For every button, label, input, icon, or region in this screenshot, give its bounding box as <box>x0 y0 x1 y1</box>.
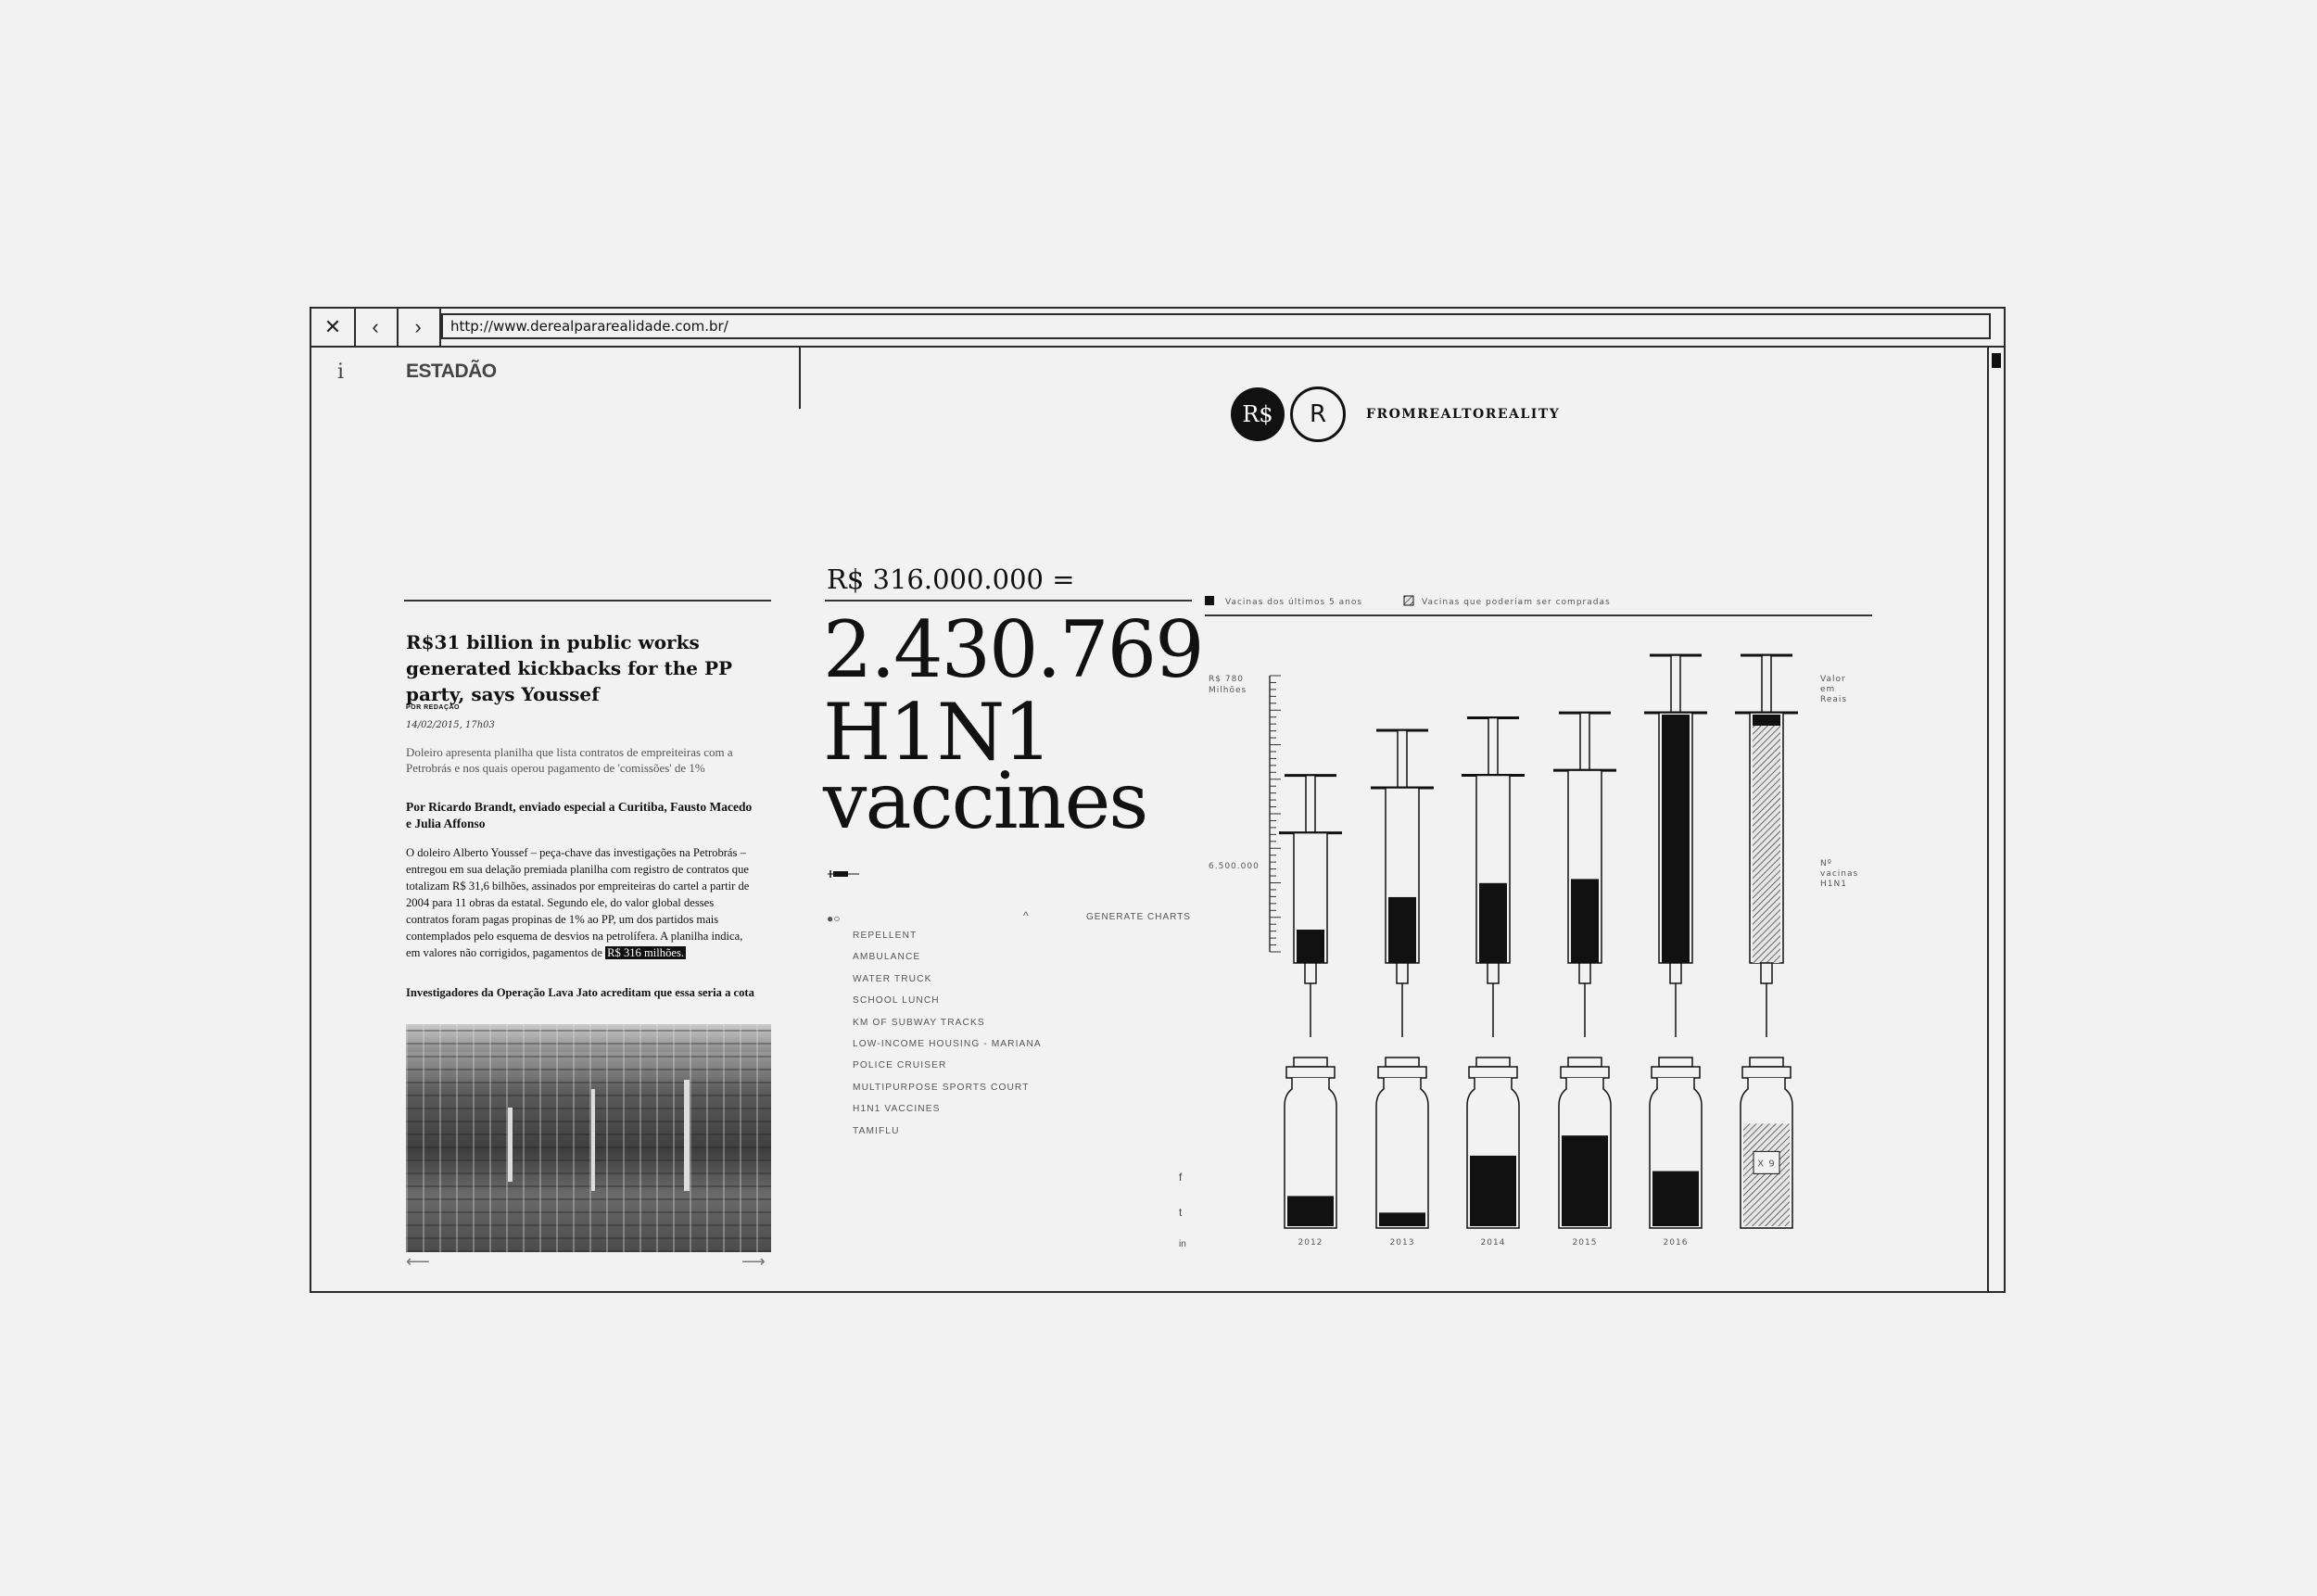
syringe-fill <box>1388 897 1416 963</box>
article-authors: Por Ricardo Brandt, enviado especial a Curitiba, Fausto Macedo e Julia Affonso <box>406 800 753 830</box>
plunger-rod <box>1306 776 1315 835</box>
menu-item[interactable]: AMBULANCE <box>853 952 921 963</box>
vial-collar <box>1469 1067 1517 1078</box>
facebook-icon[interactable]: f <box>1179 1171 1183 1184</box>
browser-toolbar <box>311 309 2004 348</box>
browser-window <box>310 307 2006 1293</box>
legend-label: Vacinas que poderiam ser compradas <box>1422 598 1611 607</box>
article-subtitle: Doleiro apresenta planilha que lista contratos de empreiteiras com a Petrobrás e nos quais operou pagamento de 'comissões' de 1% <box>406 745 733 775</box>
item-menu <box>853 925 1042 1142</box>
legend-swatch <box>1404 596 1413 605</box>
close-icon[interactable]: ✕ <box>311 309 356 346</box>
menu-item[interactable]: POLICE CRUISER <box>853 1060 947 1071</box>
year-label: 2013 <box>1389 1238 1415 1248</box>
menu-item[interactable]: H1N1 VACCINES <box>853 1104 941 1115</box>
syringe-fill <box>1662 715 1690 963</box>
article-title[interactable]: R$31 billion in public works generated kickbacks for the PP party, says Youssef <box>406 631 733 705</box>
logo-mark-reais: R$ <box>1231 387 1285 441</box>
vial-fill <box>1562 1135 1608 1226</box>
brand-name: FROMREALTOREALITY <box>1366 407 1561 422</box>
vial-body <box>1376 1078 1428 1228</box>
converted-amount: 2.430.769 <box>823 604 1203 695</box>
menu-item[interactable]: WATER TRUCK <box>853 973 932 984</box>
vial-collar <box>1286 1067 1335 1078</box>
vial-collar <box>1742 1067 1791 1078</box>
vial-collar <box>1378 1067 1426 1078</box>
menu-item[interactable]: LOW-INCOME HOUSING - MARIANA <box>853 1038 1042 1049</box>
year-label: 2016 <box>1663 1238 1689 1248</box>
article-body-text: O doleiro Alberto Youssef – peça-chave das investigações na Petrobrás – entregou em sua delação premiada planilha com registro de contratos que totalizam R$ 31,6 bilhões, assinados por empreiteiras do cartel a partir de 2004 para 11 obras da estatal. Segundo ele, do valor global desses contratos foram pagas propinas de 1% ao PP, um dos partidos mais contemplados pelo esquema de desvios na petrolífera. A planilha indica, em valores não corrigidos, pagamentos de <box>406 846 750 959</box>
chevron-up-icon[interactable]: ^ <box>1023 909 1029 922</box>
article-body <box>406 844 758 961</box>
chevron-left-icon[interactable]: ‹ <box>354 309 399 346</box>
menu-item[interactable]: REPELLENT <box>853 931 918 941</box>
generate-charts-button[interactable]: GENERATE CHARTS <box>1086 912 1191 922</box>
arrow-right-icon[interactable]: ⟶ <box>741 1252 766 1271</box>
scrollbar[interactable] <box>1987 348 2004 1293</box>
divider <box>404 600 771 602</box>
axis-label: R$ 780 <box>1209 675 1245 684</box>
publisher-logo[interactable]: ESTADÃO <box>406 361 497 382</box>
article-byline: POR REDAÇÃO <box>406 704 461 711</box>
legend-label: Vacinas dos últimos 5 anos <box>1225 598 1363 607</box>
syringe-chart <box>1205 574 1887 1278</box>
vial-cap <box>1386 1058 1419 1067</box>
syringe-hub <box>1397 963 1408 983</box>
highlighted-amount[interactable]: R$ 316 milhões. <box>607 946 685 959</box>
vial-fill <box>1470 1156 1516 1226</box>
plunger-rod <box>1671 655 1680 715</box>
vial-cap <box>1476 1058 1510 1067</box>
plunger-tip <box>1753 715 1780 726</box>
arrow-left-icon[interactable]: ⟵ <box>406 1252 430 1271</box>
syringe-hub <box>1761 963 1772 983</box>
article-photo <box>406 1024 771 1252</box>
legend-swatch <box>1205 596 1214 605</box>
vial-collar <box>1652 1067 1700 1078</box>
syringe-hub <box>1488 963 1499 983</box>
toggle-dots-icon[interactable]: ●○ <box>827 912 841 925</box>
year-label: 2015 <box>1572 1238 1598 1248</box>
vial-cap <box>1659 1058 1692 1067</box>
converted-unit: H1N1 vaccines <box>823 687 1147 846</box>
vial-fill <box>1379 1212 1425 1226</box>
right-label: Nº <box>1820 859 1832 868</box>
menu-item[interactable]: KM OF SUBWAY TRACKS <box>853 1017 985 1028</box>
vial-cap <box>1568 1058 1602 1067</box>
twitter-icon[interactable]: t <box>1179 1206 1183 1219</box>
syringe-fill <box>1297 930 1324 963</box>
article-date: 14/02/2015, 17h03 <box>406 720 495 730</box>
divider <box>825 600 1192 602</box>
info-icon[interactable]: i <box>337 361 345 384</box>
year-label: 2012 <box>1298 1238 1323 1248</box>
scroll-thumb[interactable] <box>1992 353 2001 368</box>
menu-item[interactable]: TAMIFLU <box>853 1125 900 1136</box>
syringe-icon <box>828 869 859 879</box>
plunger-rod <box>1488 718 1498 778</box>
right-label: H1N1 <box>1820 880 1847 889</box>
plunger-rod <box>1398 730 1407 790</box>
right-label: em <box>1820 685 1836 694</box>
menu-item[interactable]: MULTIPURPOSE SPORTS COURT <box>853 1082 1030 1093</box>
vial-collar <box>1561 1067 1609 1078</box>
syringe-hub <box>1670 963 1681 983</box>
syringe-hub <box>1579 963 1590 983</box>
menu-item[interactable]: SCHOOL LUNCH <box>853 995 940 1007</box>
right-label: Reais <box>1820 695 1848 704</box>
right-label: Valor <box>1820 675 1846 684</box>
address-bar[interactable]: http://www.derealpararealidade.com.br/ <box>441 313 1991 339</box>
right-label: vacinas <box>1820 869 1859 879</box>
linkedin-icon[interactable]: in <box>1179 1239 1186 1249</box>
axis-label: Milhões <box>1209 686 1247 695</box>
syringe-fill <box>1479 883 1507 963</box>
syringe-hub <box>1305 963 1316 983</box>
vial-cap <box>1750 1058 1783 1067</box>
brand-logo[interactable] <box>1231 386 1560 442</box>
year-label: 2014 <box>1480 1238 1506 1248</box>
axis-label: 6.500.000 <box>1209 862 1260 871</box>
vial-fill <box>1287 1196 1334 1226</box>
multiplier-label: X 9 <box>1757 1159 1776 1170</box>
vial-cap <box>1294 1058 1327 1067</box>
price-amount: R$ 316.000.000 = <box>827 564 1075 595</box>
chevron-right-icon[interactable]: › <box>397 309 441 346</box>
divider <box>799 348 801 409</box>
syringe-fill <box>1753 715 1780 963</box>
logo-mark-r: R <box>1290 386 1346 442</box>
article-body-continued: Investigadores da Operação Lava Jato acreditam que essa seria a cota <box>406 986 754 999</box>
vial-fill <box>1652 1172 1699 1226</box>
vial-fill <box>1743 1123 1790 1226</box>
syringe-fill <box>1571 879 1599 963</box>
plunger-rod <box>1580 713 1589 772</box>
plunger-rod <box>1762 655 1771 715</box>
